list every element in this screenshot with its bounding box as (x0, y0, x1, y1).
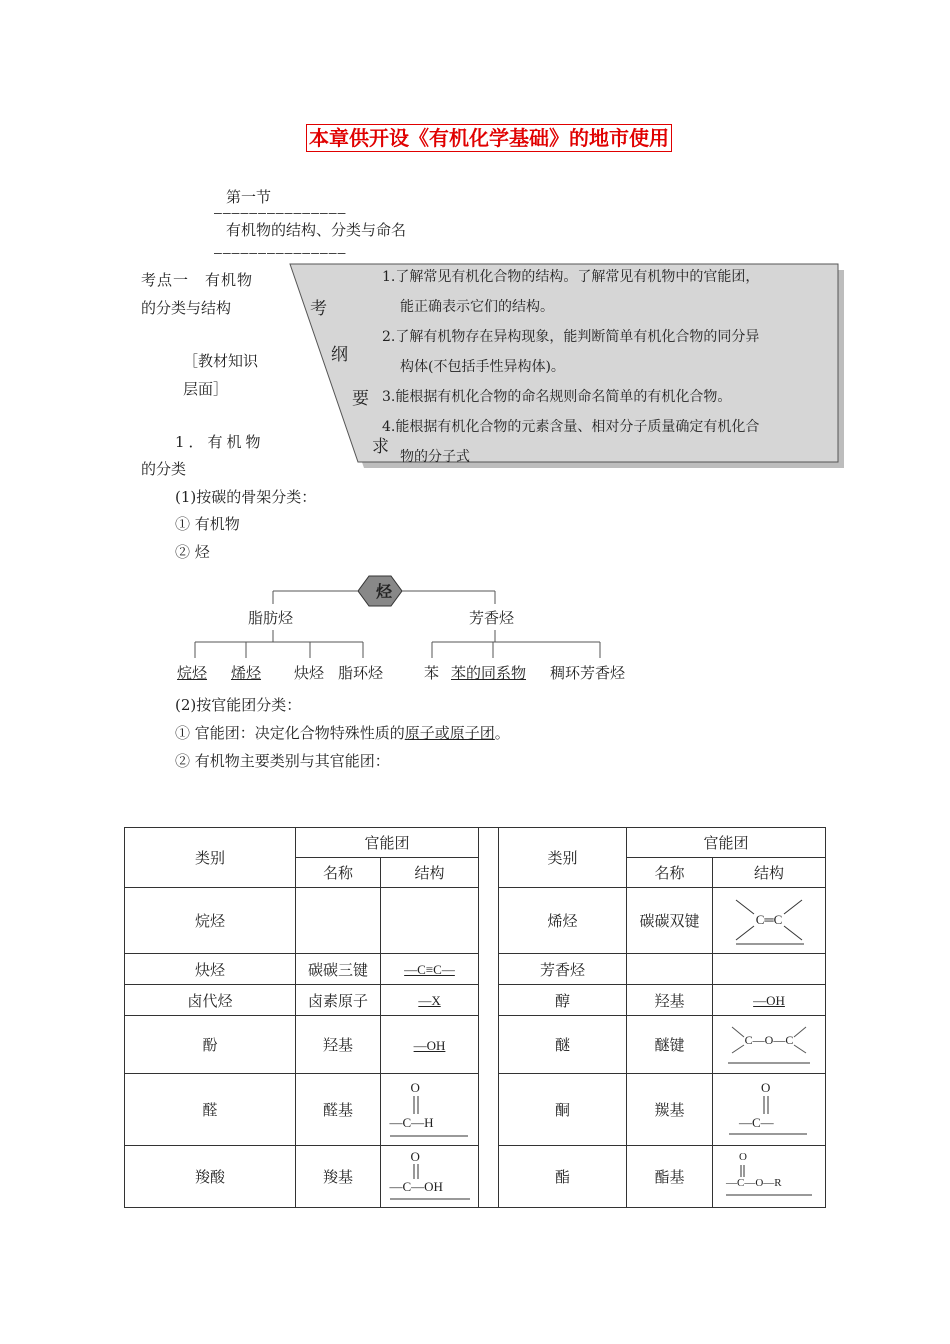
row6-right-name: 酯基 (627, 1146, 713, 1208)
row6-left-category: 羧酸 (125, 1146, 296, 1208)
header-group-right: 官能团 (627, 828, 826, 858)
row4-left-struct (381, 1016, 479, 1074)
row2-left-category: 炔烃 (125, 954, 296, 985)
row3-right-struct (713, 985, 826, 1016)
ether-structure (724, 1021, 814, 1069)
row3-right-name: 羟基 (627, 985, 713, 1016)
row1-left-category: 烷烃 (125, 888, 296, 954)
row5-right-struct-cell (713, 1074, 826, 1146)
req-item-2: 2.了解有机物存在异构现象，能判断简单有机化合物的同分异 (382, 329, 760, 345)
functional-group-table (124, 827, 826, 1208)
para-2a-suffix: 。 (494, 724, 510, 742)
table-gap (479, 1016, 499, 1074)
aldehyde-formula: —C—H (389, 1114, 434, 1130)
requirements-list (382, 262, 837, 465)
aldehyde-bonds (388, 1078, 472, 1142)
row2-left-struct (381, 954, 479, 985)
alkene-formula: C═C (755, 911, 783, 927)
para-2a (175, 723, 510, 743)
req-item-2-cont: 构体(不包括手性异构体)。 (400, 359, 565, 375)
table-gap (479, 954, 499, 985)
para-2a-answer: 原子或原子团 (404, 724, 495, 742)
table-gap (479, 888, 499, 954)
row2-left-name: 碳碳三键 (296, 954, 381, 985)
para-1a: ① 有机物 (175, 515, 240, 533)
table-gap (479, 1074, 499, 1146)
row3-left-struct (381, 985, 479, 1016)
para-2a-prefix: ① 官能团：决定化合物特殊性质的 (175, 724, 405, 742)
header-name-right: 名称 (627, 858, 713, 888)
row4-left-category: 酚 (125, 1016, 296, 1074)
row1-left-struct (381, 888, 479, 954)
header-struct-left: 结构 (381, 858, 479, 888)
row4-right-name: 醚键 (627, 1016, 713, 1074)
aldehyde-oxygen: O (410, 1079, 420, 1095)
req-side-char-2: 纲 (331, 345, 348, 365)
ketone-bonds (727, 1078, 811, 1142)
req-side-char-1: 考 (310, 299, 327, 319)
req-item-4-cont: 物的分子式 (400, 449, 470, 465)
row6-right-category: 酯 (499, 1146, 627, 1208)
jiaocai-line2: 层面］ (183, 380, 229, 398)
row6-right-struct-cell (713, 1146, 826, 1208)
tree-leaf-fused-aromatic: 稠环芳香烃 (550, 664, 626, 682)
req-item-1-cont: 能正确表示它们的结构。 (400, 299, 554, 315)
tree-leaf-alkene: 烯烃 (231, 664, 262, 682)
tree-leaf-benzene-homolog: 苯的同系物 (451, 664, 527, 682)
row6-left-name: 羧基 (296, 1146, 381, 1208)
row1-right-name: 碳碳双键 (627, 888, 713, 954)
point1-line1: 1．有机物 (175, 433, 265, 451)
halogen-formula: —X (418, 993, 441, 1008)
kaodian-line1: 考点一 有机物 (141, 271, 254, 289)
ketone-formula: —C— (739, 1114, 774, 1130)
para-1b: ② 烃 (175, 543, 210, 561)
row3-left-name: 卤素原子 (296, 985, 381, 1016)
table-gap (479, 828, 499, 888)
table-gap (479, 1146, 499, 1208)
row2-right-category: 芳香烃 (499, 954, 627, 985)
row5-right-name: 羰基 (627, 1074, 713, 1146)
ketone-structure (727, 1078, 811, 1142)
tree-root: 烃 (376, 582, 393, 601)
carboxyl-structure (388, 1149, 472, 1205)
row2-right-struct (713, 954, 826, 985)
jiaocai-line1: ［教材知识 (183, 352, 259, 370)
alcohol-formula: —OH (753, 993, 785, 1008)
row5-right-category: 酮 (499, 1074, 627, 1146)
section-divider-top: ——————————————— (214, 206, 347, 221)
ester-formula: —C—O—R (726, 1176, 782, 1189)
carboxyl-oxygen: O (410, 1148, 420, 1164)
header-category-left: 类别 (125, 828, 296, 888)
kaodian-line2: 的分类与结构 (141, 299, 232, 317)
alkene-structure (724, 894, 814, 948)
section-divider-bottom: ——————————————— (214, 246, 347, 261)
row3-left-category: 卤代烃 (125, 985, 296, 1016)
tree-leaf-alkyne: 炔烃 (294, 664, 325, 682)
para-2: (2)按官能团分类： (175, 696, 302, 714)
header-category-right: 类别 (499, 828, 627, 888)
req-item-3: 3.能根据有机化合物的命名规则命名简单的有机化合物。 (382, 389, 732, 405)
row5-left-struct-cell (381, 1074, 479, 1146)
req-item-4: 4.能根据有机化合物的元素含量、相对分子质量确定有机化合 (382, 419, 760, 435)
req-item-1: 1.了解常见有机化合物的结构。了解常见有机物中的官能团， (382, 269, 760, 285)
tree-leaf-alkane: 烷烃 (177, 664, 208, 682)
table-gap (479, 985, 499, 1016)
tree-leaf-alicyclic: 脂环烃 (338, 664, 384, 682)
row1-right-category: 烯烃 (499, 888, 627, 954)
row3-right-category: 醇 (499, 985, 627, 1016)
row5-left-name: 醛基 (296, 1074, 381, 1146)
alkyne-formula: —C≡C— (404, 962, 455, 977)
header-struct-right: 结构 (713, 858, 826, 888)
ether-formula: C—O—C (744, 1032, 794, 1047)
page-title: 本章供开设《有机化学基础》的地市使用 (306, 124, 672, 152)
point1-line2: 的分类 (141, 460, 187, 478)
tree-node-aromatic: 芳香烃 (469, 609, 515, 627)
row2-right-name (627, 954, 713, 985)
para-2b: ② 有机物主要类别与其官能团： (175, 752, 390, 770)
section-label: 第一节 (226, 188, 272, 206)
ester-oxygen: O (739, 1150, 747, 1163)
row4-right-struct-cell (713, 1016, 826, 1074)
tree-leaf-benzene: 苯 (424, 664, 440, 682)
ester-structure (724, 1149, 814, 1205)
row5-left-category: 醛 (125, 1074, 296, 1146)
ketone-oxygen: O (761, 1079, 771, 1095)
row6-left-struct-cell (381, 1146, 479, 1208)
row4-left-name: 羟基 (296, 1016, 381, 1074)
phenol-formula: —OH (413, 1037, 446, 1053)
tree-node-aliphatic: 脂肪烃 (248, 609, 294, 627)
carboxyl-bonds (388, 1149, 472, 1205)
aldehyde-structure (388, 1078, 472, 1142)
header-name-left: 名称 (296, 858, 381, 888)
header-group-left: 官能团 (296, 828, 479, 858)
row1-left-name (296, 888, 381, 954)
req-side-char-4: 求 (372, 437, 389, 457)
row1-right-struct-cell (713, 888, 826, 954)
para-1: (1)按碳的骨架分类： (175, 488, 317, 506)
row4-right-category: 醚 (499, 1016, 627, 1074)
carboxyl-formula: —C—OH (389, 1178, 443, 1194)
req-side-char-3: 要 (352, 389, 369, 409)
section-title: 有机物的结构、分类与命名 (226, 221, 407, 239)
